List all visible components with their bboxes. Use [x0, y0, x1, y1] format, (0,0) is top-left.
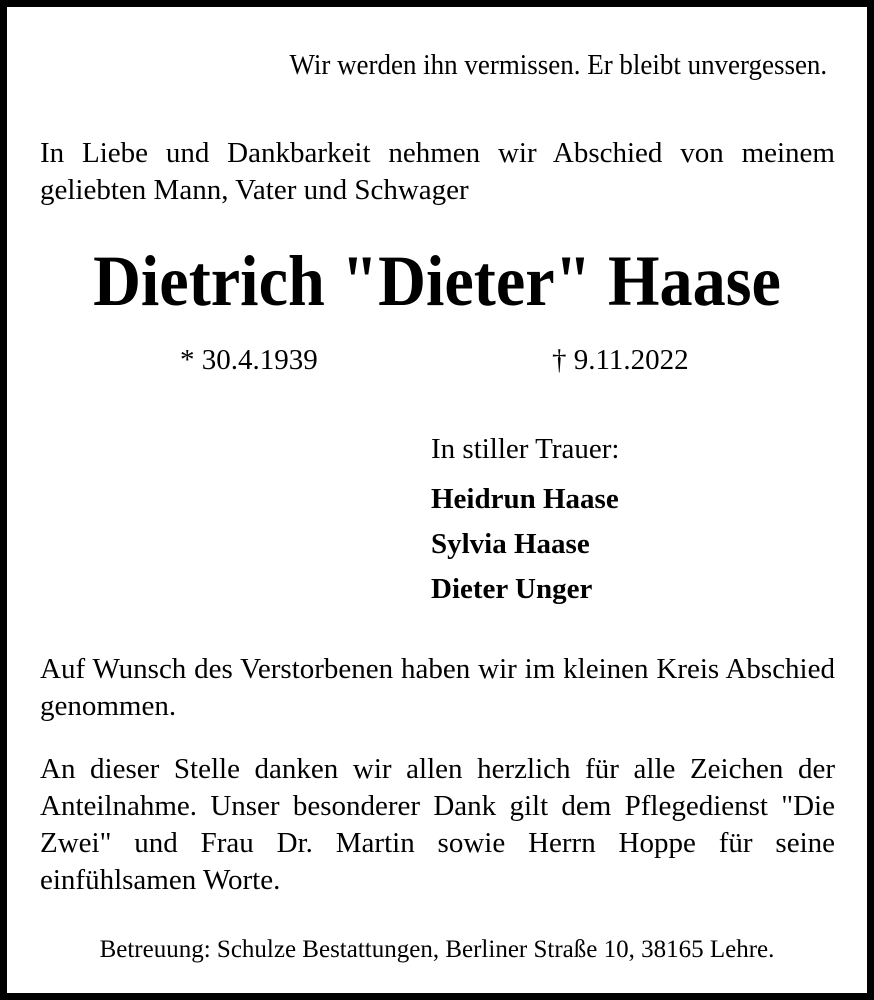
mourners-label: In stiller Trauer: — [431, 433, 620, 465]
death-date: † 9.11.2022 — [552, 344, 689, 376]
mourner-name: Dieter Unger — [431, 573, 593, 605]
mourners-block — [431, 429, 620, 612]
opening-quote: Wir werden ihn vermissen. Er bleibt unvergessen. — [289, 49, 827, 81]
funeral-home-line: Betreuung: Schulze Bestattungen, Berliner Straße 10, 38165 Lehre. — [99, 936, 775, 963]
mourner-name: Sylvia Haase — [431, 528, 590, 560]
birth-date: * 30.4.1939 — [180, 344, 318, 376]
intro-text: In Liebe und Dankbarkeit nehmen wir Abschied von meinem geliebten Mann, Vater und Schwager — [40, 137, 835, 206]
mourner-name: Heidrun Haase — [431, 483, 619, 515]
deceased-name: Dietrich "Dieter" Haase — [93, 241, 781, 321]
thanks-note: An dieser Stelle danken wir allen herzlich für alle Zeichen der Anteilnahme. Unser besonderer Dank gilt dem Pflegedienst "Die Zwei" und Frau Dr. Martin sowie Herrn Hoppe für seine einfühlsamen Worte. — [40, 753, 835, 896]
farewell-note: Auf Wunsch des Verstorbenen haben wir im kleinen Kreis Abschied genommen. — [40, 653, 835, 722]
